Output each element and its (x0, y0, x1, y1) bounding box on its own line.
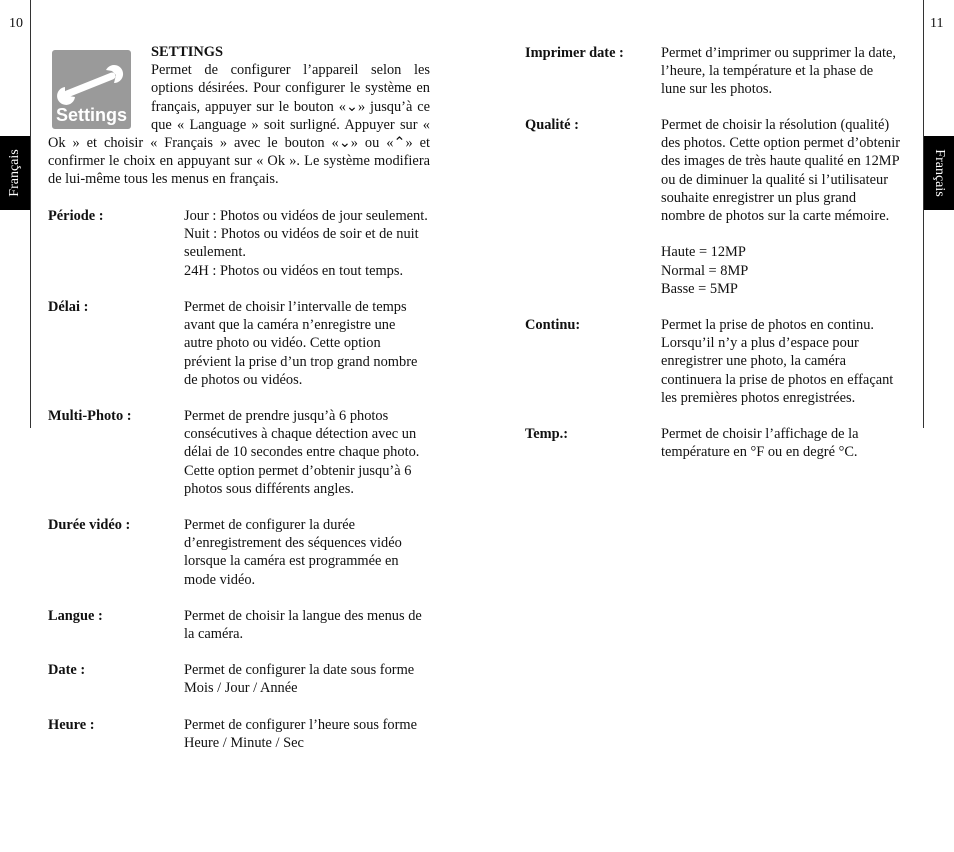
intro-text: Permet de configurer l’appareil selon les options désirées. Pour configurer le système en français, appuyer sur le bouton «⌄» jusqu’à ce que « Language » soit surligné. Appuyer sur « Ok » et choisir « Français » avec le bouton «⌄» ou «⌃» et confirmer le choix en appuyant sur « Ok ». Le système modifiera de lui-même tous les menus en français. (48, 62, 430, 188)
description-line: continuera la prise de photos en effaçant (661, 371, 894, 388)
description-line (661, 225, 900, 243)
language-tab-label: Français (932, 149, 947, 197)
description-line: les premières photos enregistrées. (661, 389, 856, 406)
description-line: la caméra. (184, 626, 244, 643)
intro-paragraph (48, 43, 430, 189)
description-line: l’heure, la température et la phase de (661, 63, 874, 80)
left-margin-rule (30, 0, 31, 428)
setting-term: Heure : (48, 717, 95, 733)
settings-icon-label: Settings (55, 105, 127, 125)
description-line: d’enregistrement des séquences vidéo (184, 535, 402, 552)
setting-description (184, 516, 402, 589)
description-line: Heure / Minute / Sec (184, 735, 304, 752)
description-line: Normal = 8MP (661, 262, 749, 279)
setting-description (184, 607, 422, 643)
page-number-left: 10 (9, 16, 23, 31)
description-line: Permet d’imprimer ou supprimer la date, (661, 45, 896, 61)
description-line: ou de diminuer la qualité si l’utilisateur (661, 171, 888, 188)
setting-description (661, 425, 859, 461)
setting-term: Temp.: (525, 426, 569, 442)
description-line: 24H : Photos ou vidéos en tout temps. (184, 262, 404, 279)
setting-description (184, 661, 414, 697)
setting-description (661, 116, 900, 298)
setting-term: Date : (48, 662, 86, 678)
setting-term: Multi-Photo : (48, 408, 132, 424)
description-line: des photos. Cette option permet d’obtenir (661, 135, 900, 152)
description-line: Jour : Photos ou vidéos de jour seulement. (184, 208, 428, 224)
setting-description (661, 44, 896, 99)
description-line: Haute = 12MP (661, 244, 746, 261)
description-line: Permet de configurer la durée (184, 517, 356, 533)
description-line: Permet de choisir l’affichage de la (661, 426, 859, 442)
setting-term: Imprimer date : (525, 45, 624, 61)
setting-term: Qualité : (525, 117, 579, 133)
language-tab-left (0, 136, 30, 210)
setting-term: Période : (48, 208, 104, 224)
description-line: enregistrer une photo, la caméra (661, 353, 846, 370)
setting-description (184, 298, 417, 389)
description-line: autre photo ou vidéo. Cette option (184, 335, 381, 352)
setting-description (661, 316, 893, 407)
description-line: Permet de configurer la date sous forme (184, 662, 415, 678)
description-line: Lorsqu’il n’y a plus d’espace pour (661, 335, 859, 352)
description-line: souhaite enregistrer un plus grand (661, 189, 857, 206)
description-line: Basse = 5MP (661, 280, 738, 297)
description-line: consécutives à chaque détection avec un (184, 426, 417, 443)
description-line: de photos ou vidéos. (184, 371, 303, 388)
description-line: Permet de choisir la langue des menus de (184, 608, 422, 624)
description-line: mode vidéo. (184, 571, 256, 588)
description-line: Permet de choisir la résolution (qualité) (661, 117, 890, 133)
description-line: prévient la prise d’un trop grand nombre (184, 353, 418, 370)
description-line: température en °F ou en degré °C. (661, 444, 858, 461)
description-line: Permet de choisir l’intervalle de temps (184, 299, 407, 315)
description-line: nombre de photos sur la carte mémoire. (661, 208, 890, 225)
setting-term: Langue : (48, 608, 103, 624)
language-tab-right (924, 136, 954, 210)
setting-description (184, 207, 428, 280)
right-margin-rule (923, 0, 924, 428)
setting-description (184, 716, 417, 752)
description-line: Permet de configurer l’heure sous forme (184, 717, 417, 733)
description-line: Mois / Jour / Année (184, 680, 298, 697)
description-line: avant que la caméra n’enregistre une (184, 317, 396, 334)
description-line: seulement. (184, 244, 246, 261)
description-line: des images de très haute qualité en 12MP (661, 153, 900, 170)
setting-term: Durée vidéo : (48, 517, 131, 533)
setting-term: Continu: (525, 317, 581, 333)
description-line: photos sous différents angles. (184, 480, 355, 497)
description-line: Permet de prendre jusqu’à 6 photos (184, 408, 389, 424)
language-tab-label: Français (7, 149, 22, 197)
description-line: Cette option permet d’obtenir jusqu’à 6 (184, 462, 412, 479)
description-line: Permet la prise de photos en continu. (661, 317, 875, 333)
description-line: lorsque la caméra est programmée en (184, 553, 399, 570)
description-line: délai de 10 secondes entre chaque photo. (184, 444, 420, 461)
section-title: SETTINGS (151, 44, 223, 60)
setting-description (184, 407, 419, 498)
page-number-right: 11 (930, 16, 944, 31)
description-line: Nuit : Photos ou vidéos de soir et de nuit (184, 226, 419, 243)
setting-term: Délai : (48, 299, 89, 315)
description-line: lune sur les photos. (661, 81, 773, 98)
